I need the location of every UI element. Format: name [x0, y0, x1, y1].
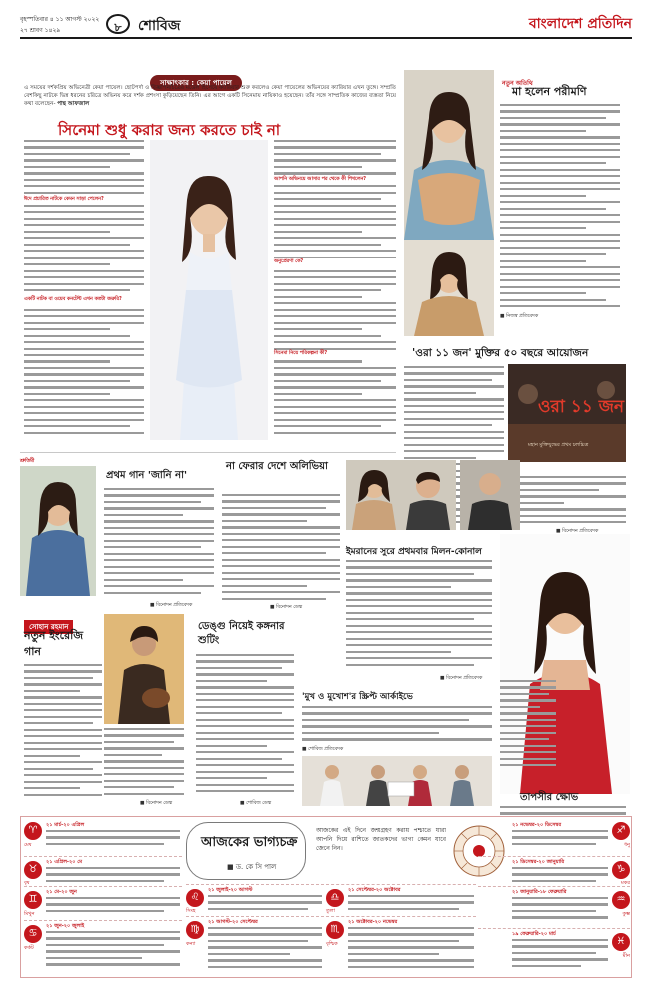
new-face-photo — [404, 70, 494, 240]
leo-range: ২১ জুলাই-২০ আগস্ট — [208, 887, 253, 893]
aries-icon: ♈ — [24, 822, 42, 840]
new-face-tag: নতুন অতিথি — [502, 80, 533, 87]
english-song-body — [24, 664, 102, 800]
aries-range: ২১ মার্চ-২০ এপ্রিল — [46, 822, 85, 828]
virgo-icon: ♍ — [186, 921, 204, 939]
new-face-credit: ■ নিজস্ব প্রতিবেদক — [500, 314, 539, 319]
sign-cell-leo — [186, 884, 324, 914]
pisces-name: মীন — [622, 953, 630, 959]
capricorn-icon: ♑ — [612, 861, 630, 879]
scorpio-range: ২১ অক্টোবর-২০ নভেম্বর — [348, 919, 398, 925]
duet-body — [346, 560, 492, 674]
lead-intro-text: এ সময়ের দর্শকপ্রিয় অভিনেত্রী কেয়া পায়েল। ছোটপর্দা ও বিজ্ঞাপনচিত্রের মডেল হিসেবে ক্যারিয়ার শুরু করলেও কেয়া পায়েলের অভিনয়ের ক্যারিয়ার এখন তুঙ্গে। সম্প্রতি বেশকিছু নাটকে ভিন্ন ধরনের চরিত্রে অভিনয় করে দর্শক প্রশংসা কুড়িয়েছেন তিনি। এর আগে একটি সিনেমায় নায়িকাও হয়েছেন। তাঁর সঙ্গে সাম্প্রতিক কাজের ব্যস্ততা নিয়ে কথা বলেছেন- — [24, 85, 396, 107]
aquarius-range: ২১ জানুয়ারি-১৮ ফেব্রুয়ারি — [512, 889, 567, 895]
sign-cell-virgo — [186, 916, 324, 976]
pisces-icon: ♓ — [612, 933, 630, 951]
horoscope-intro: আজকের এই দিনে জন্মগ্রহণ করায় পশ্চাতে যারা আপনি দিয়ে রাশিতে জাতকদের ভাগ্য কেমন যাবে জেনে নিন। — [316, 827, 446, 852]
virgo-name: কন্যা — [186, 941, 196, 947]
lead-photo — [150, 140, 268, 440]
song-story-headline: প্রথম গান 'জানি না' — [106, 470, 188, 481]
english-song-headline: নতুন ইংরেজি গান — [24, 629, 84, 658]
page-number: ৮ — [114, 21, 122, 34]
taurus-name: বৃষ — [24, 880, 30, 886]
movie-feature-credit: ■ বিনোদন প্রতিবেদক — [556, 529, 599, 534]
scorpio-icon: ♏ — [326, 921, 344, 939]
sign-cell-aquarius — [478, 886, 630, 926]
english-song-credit: ■ বিনোদন ডেস্ক — [140, 801, 173, 806]
scorpio-name: বৃশ্চিক — [326, 941, 338, 947]
duet-credit: ■ বিনোদন প্রতিবেদক — [440, 676, 483, 681]
gemini-icon: ♊ — [24, 891, 42, 909]
duet-headline: ইমরানের সুরে প্রথমবার মিলন-কোনাল — [346, 547, 482, 557]
duet-group-photo — [460, 460, 520, 530]
lead-headline: সিনেমা শুধু করার জন্য করতে চাই না — [58, 121, 281, 139]
leo-text — [208, 895, 322, 913]
date-line-secondary: ২৭ শ্রাবণ ১৪২৯ — [20, 27, 61, 34]
masthead — [20, 12, 632, 40]
mask-credit: ■ শোবিজ প্রতিবেদক — [302, 747, 344, 752]
sign-cell-aries — [24, 820, 182, 854]
lead-question-4: অনুপ্রেরণা কে? — [274, 258, 396, 266]
lead-intro — [24, 84, 396, 110]
capricorn-range: ২১ ডিসেম্বর-২০ জানুয়ারি — [512, 859, 565, 865]
lead-question-5: সিনেমা নিয়ে পরিকল্পনা কী? — [274, 350, 396, 358]
woman-portrait-illustration — [150, 140, 268, 440]
sign-cell-sagittarius — [478, 820, 630, 854]
movie-poster-title: ওরা ১১ জন — [538, 397, 625, 417]
cancer-icon: ♋ — [24, 925, 42, 943]
section-divider — [20, 452, 396, 453]
aries-text — [46, 830, 180, 852]
sagittarius-icon: ♐ — [612, 822, 630, 840]
lead-byline: পান্থ আফজাল — [57, 101, 90, 107]
aquarius-text — [512, 897, 608, 925]
dengue-credit: ■ শোবিজ ডেস্ক — [240, 801, 272, 806]
horoscope-astrologer: ■ ড. কে সি পাল — [227, 863, 277, 871]
duet-singers-photo — [346, 460, 456, 530]
pisces-text — [512, 939, 608, 973]
mask-body — [302, 706, 492, 746]
gemini-range: ২১ মে-২০ জুন — [46, 889, 77, 895]
sagittarius-name: ধনু — [624, 842, 630, 848]
sign-cell-libra — [326, 884, 476, 914]
masthead-logo: বাংলাদেশ প্রতিদিন — [528, 16, 632, 32]
movie-feature-headline: 'ওরা ১১ জন' মুক্তির ৫০ বছরে আয়োজন — [412, 347, 589, 359]
mask-photo — [302, 756, 492, 806]
lead-body-col1 — [24, 140, 144, 438]
cancer-text — [46, 931, 180, 973]
taapsee-headline: তাপসীর ক্ষোভ — [520, 792, 579, 803]
movie-poster-subtitle: মহান মুক্তিযুদ্ধের প্রথম চলচ্চিত্র — [528, 442, 589, 448]
actress-secondary-photo — [404, 240, 494, 336]
horoscope-title-box — [186, 822, 306, 880]
taurus-icon: ♉ — [24, 861, 42, 879]
english-song-tag: সোহান রহমান — [24, 614, 73, 634]
new-face-photo-2 — [404, 240, 494, 336]
masthead-rule — [20, 37, 632, 39]
pisces-range: ১৯ ফেব্রুয়ারি-২০ মার্চ — [512, 931, 556, 937]
english-song-photo — [104, 614, 184, 724]
lead-question-3: আপনি অভিনয়ে আসার পর থেকে কী শিখলেন? — [274, 176, 396, 184]
song-story-credit: ■ বিনোদন প্রতিবেদক — [150, 603, 193, 608]
dengue-body — [196, 654, 294, 800]
taapsee-side-text — [500, 680, 556, 770]
script-handover-photo — [302, 756, 492, 806]
sign-cell-scorpio — [326, 916, 476, 976]
singer-photo-illustration — [20, 466, 96, 596]
olivia-headline: না ফেরার দেশে অলিভিয়া — [226, 461, 328, 472]
sagittarius-text — [512, 830, 608, 852]
olivia-credit: ■ বিনোদন ডেস্ক — [270, 605, 303, 610]
virgo-text — [208, 927, 322, 975]
mask-headline: 'মুখ ও মুখোশ'র স্ক্রিপ্ট আর্কাইভে — [302, 692, 413, 702]
sign-cell-gemini — [24, 886, 182, 918]
leo-name: সিংহ — [186, 908, 196, 914]
aries-name: মেষ — [24, 842, 32, 848]
aquarius-icon: ♒ — [612, 891, 630, 909]
sign-cell-pisces — [478, 928, 630, 974]
lead-question-2: একটি নাটক বা ওয়েব কনটেন্ট এখন কতটা জরুরি? — [24, 296, 144, 304]
libra-range: ২১ সেপ্টেম্বর-২০ অক্টোবর — [348, 887, 401, 893]
virgo-range: ২১ আগস্ট-২০ সেপ্টেম্বর — [208, 919, 258, 925]
lead-body-col2 — [274, 140, 396, 438]
movie-poster — [508, 364, 626, 462]
lead-tag: সাক্ষাৎকার : কেয়া পায়েল — [150, 70, 242, 91]
capricorn-name: মকর — [620, 880, 630, 886]
sagittarius-range: ২১ নভেম্বর-২০ ডিসেম্বর — [512, 822, 562, 828]
capricorn-text — [512, 867, 608, 885]
song-story-photo — [20, 466, 96, 596]
libra-name: তুলা — [326, 908, 335, 914]
actress-portrait-illustration — [404, 70, 494, 240]
sign-cell-taurus — [24, 856, 182, 886]
date-line: বৃহস্পতিবার ৪ ১১ আগস্ট ২০২২ — [20, 16, 100, 23]
page-number-badge — [106, 14, 130, 34]
olivia-body — [222, 494, 340, 606]
taurus-range: ২১ এপ্রিল-২০ মে — [46, 859, 83, 865]
english-song-body-2 — [104, 728, 184, 800]
libra-text — [348, 895, 474, 913]
scorpio-text — [348, 927, 474, 975]
dengue-headline: ডেঙ্গু নিয়েই কঙ্গনার শুটিং — [198, 621, 285, 646]
new-face-body — [500, 104, 620, 310]
cancer-range: ২১ জুন-২০ জুলাই — [46, 923, 85, 929]
sign-cell-cancer — [24, 920, 182, 974]
movie-feature-body-col1 — [404, 366, 504, 474]
duet-photo-2 — [460, 460, 520, 530]
sign-cell-capricorn — [478, 856, 630, 886]
new-face-headline: মা হলেন পরীমণি — [512, 85, 587, 98]
gemini-text — [46, 897, 180, 917]
taurus-text — [46, 867, 180, 885]
duet-photo — [346, 460, 456, 530]
cancer-name: কর্কট — [24, 945, 34, 951]
gemini-name: মিথুন — [24, 911, 35, 917]
libra-icon: ♎ — [326, 889, 344, 907]
horoscope-title: আজকের ভাগ্যচক্র — [201, 835, 298, 850]
aquarius-name: কুম্ভ — [622, 911, 630, 917]
singer-guitar-photo — [104, 614, 184, 724]
lead-question-1: ঈদে প্রচারিত নাটকে কেমন সাড়া পেলেন? — [24, 196, 144, 204]
song-story-tag: শ্রুতিমী — [20, 458, 35, 464]
song-story-body — [104, 488, 214, 602]
section-title: শোবিজ — [138, 18, 181, 34]
leo-icon: ♌ — [186, 889, 204, 907]
